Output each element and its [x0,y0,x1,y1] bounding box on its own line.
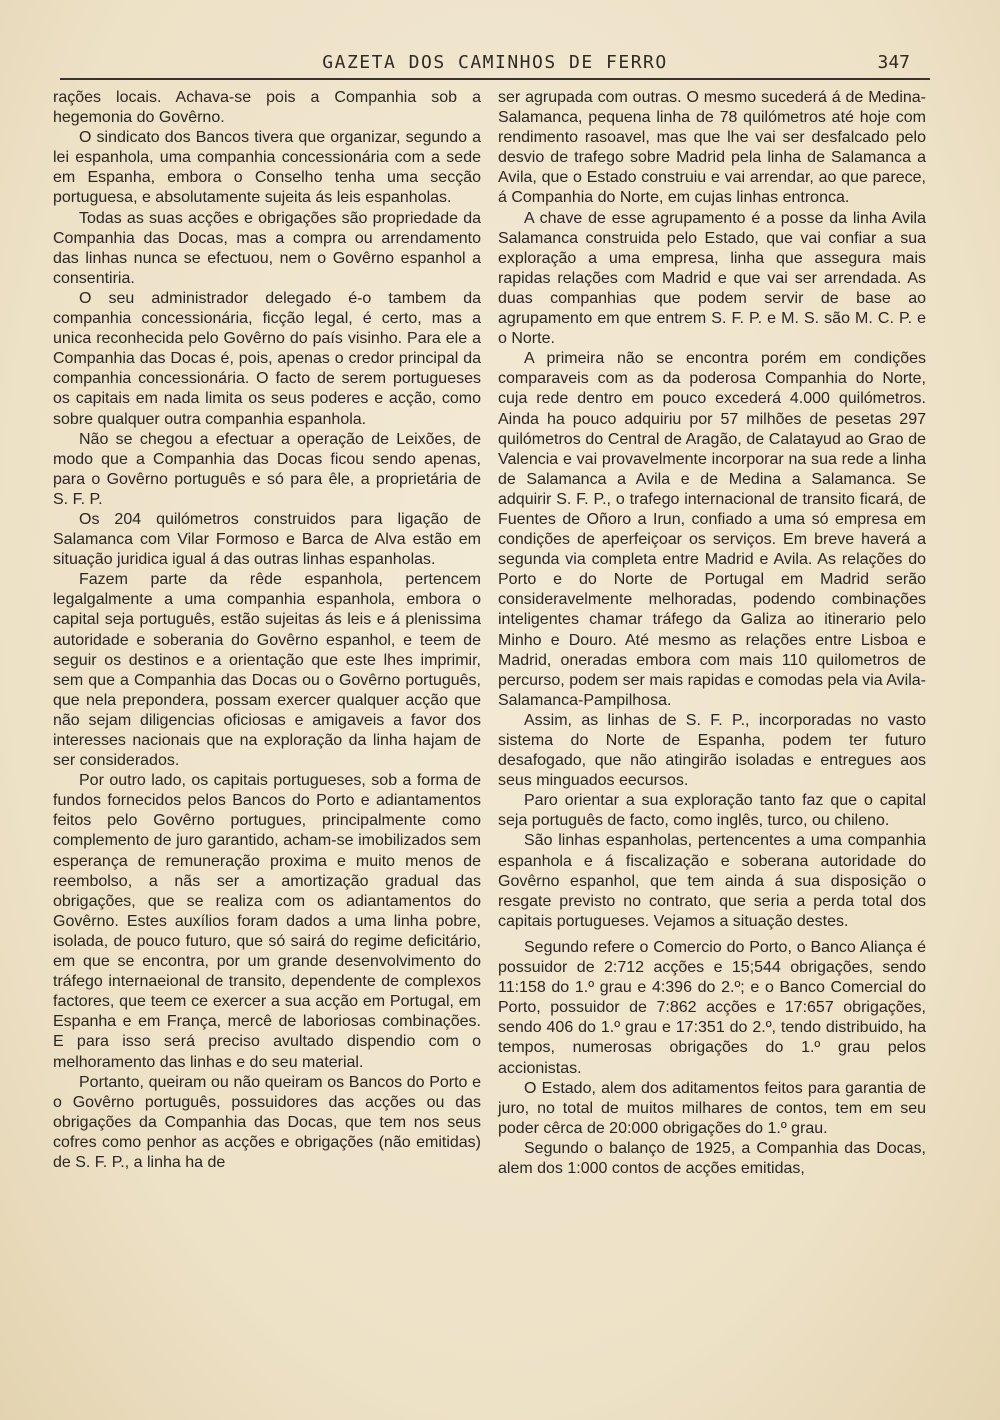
left-column [53,88,481,1173]
paragraph: Paro orientar a sua exploração tanto faz que o capital seja português de facto, como inglês, turco, ou chileno. [498,792,926,830]
paragraph: São linhas espanholas, pertencentes a uma companhia espanhola e á fiscalização e soberana autoridade do Govêrno espanhol, que tem ainda á sua disposição o resgate previsto no contrato, que seria a perda total dos capitais portugueses. Vejamos a situação destes. [498,832,926,930]
paragraph: Todas as suas acções e obrigações são propriedade da Companhia das Docas, mas a compra ou arrendamento das linhas nunca se efectuou, nem o Govêrno espanhol a consentiria. [53,209,481,287]
paragraph: A chave de esse agrupamento é a posse da linha Avila Salamanca construida pelo Estado, que vai confiar a sua exploração a uma empresa, linha que assegura mais rapidas relações com Madrid e que vai ser arrendada. As duas companhias que podem servir de base ao agrupamento em que entrem S. F. P. e M. S. são M. C. P. e o Norte. [498,209,926,348]
paragraph: A primeira não se encontra porém em condições comparaveis com as da poderosa Companhia do Norte, cuja rede dentro em pouco excederá 4.000 quilómetros. Ainda ha pouco adquiriu por 57 milhões de pesetas 297 quilómetros do Central de Aragão, de Calatayud ao Grao de Valencia e vai provavelmente incorporar na sua rede a linha de Salamanca a Avila e de Medina a Salamanca. Se adquirir S. F. P., o trafego internacional de transito ficará, de Fuentes de Oñoro a Irun, confiado a uma só empresa em condições de aperfeiçoar os serviços. Em breve haverá a segunda via completa entre Madrid e Avila. As relações do Porto e do Norte de Portugal em Madrid serão consideravelmente melhoradas, podendo combinações inteligentes chamar tráfego da Galiza ao itinerario pelo Minho e Douro. Até mesmo as relações entre Lisboa e Madrid, oneradas embora com mais 110 quilometros de percurso, podem ser mais rapidas e comodas pela via Avila-Salamanca-Pampilhosa. [498,350,926,709]
page-header [60,52,930,80]
paragraph: Assim, as linhas de S. F. P., incorporadas no vasto sistema do Norte de Espanha, podem ter futuro desafogado, que não atingirão isoladas e entregues aos seus minguados eecursos. [498,711,926,790]
paragraph: Segundo refere o Comercio do Porto, o Banco Aliança é possuidor de 2:712 acções e 15;544 obrigações, sendo 11:158 do 1.º grau e 4:396 do 2.º; e o Banco Comercial do Porto, possuidor de 7:862 acções e 17:657 obrigações, sendo 406 do 1.º grau e 17:351 do 2.º, tendo distribuido, ha tempos, numerosas obrigações do 1.º grau pelos accionistas. [498,938,926,1077]
paragraph: O seu administrador delegado é-o tambem da companhia concessionária, ficção legal, é certo, mas a unica reconhecida pelo Govêrno do país visinho. Para ele a Companhia das Docas é, pois, apenas o credor principal da companhia concessionária. O facto de serem portugueses os capitais em nada limita os seus poderes e acção, como sobre qualquer outra companhia espanhola. [53,289,481,428]
page-number: 347 [877,52,910,73]
publication-title: GAZETA DOS CAMINHOS DE FERRO [322,52,668,73]
paragraph: Fazem parte da rêde espanhola, pertencem legalgalmente a uma companhia espanhola, embora o capital seja português, estão sujeitas ás leis e á plenissima autoridade e soberania do Govêrno espanhol, e teem de seguir os destinos e a orientação que este lhes imprimir, sem que a Companhia das Docas ou o Govêrno português, que nela prepondera, possam exercer qualquer acção que não sejam diligencias oficiosas e amigaveis a favor dos interesses nacionais que na exploração da linha hajam de ser considerados. [53,571,481,770]
paragraph: Por outro lado, os capitais portugueses, sob a forma de fundos fornecidos pelos Bancos do Porto e adiantamentos feitos pelo Govêrno portugues, principalmente como complemento de juro garantido, acham-se imobilizados sem esperança de remuneração proxima e muito menos de reembolso, a nãs ser a amortização gradual das obrigações, que se realiza com os adiantamentos do Govêrno. Estes auxílios foram dados a uma linha pobre, isolada, de pouco futuro, que só sairá do regime deficitário, em que se encontra, por um grande desenvolvimento do tráfego internaeional de transito, dependente de complexos factores, que teem ce exercer a sua acção em Portugal, em Espanha e em França, mercê de laboriosas combinações. E para isso será preciso avultado dispendio com o melhoramento das linhas e do seu material. [53,772,481,1071]
paragraph: rações locais. Achava-se pois a Companhia sob a hegemonia do Govêrno. [53,89,481,127]
paragraph: ser agrupada com outras. O mesmo sucederá á de Medina-Salamanca, pequena linha de 78 quilómetros até hoje com rendimento rasoavel, mas que lhe vai ser desfalcado pelo desvio de trafego sobre Madrid pela linha de Salamanca a Avila, que o Estado construiu e vai arrendar, ao que parece, á Companhia do Norte, em cujas linhas entronca. [498,89,926,207]
paragraph: Segundo o balanço de 1925, a Companhia das Docas, alem dos 1:000 contos de acções emitidas, [498,1139,926,1177]
paragraph: O sindicato dos Bancos tivera que organizar, segundo a lei espanhola, uma companhia concessionária com a sede em Espanha, embora o Conselho tenha uma secção portuguesa, e absolutamente sujeita ás leis espanholas. [53,129,481,207]
paragraph: Não se chegou a efectuar a operação de Leixões, de modo que a Companhia das Docas ficou sendo apenas, para o Govêrno português e só para êle, a proprietária de S. F. P. [53,430,481,508]
paragraph: Os 204 quilómetros construidos para ligação de Salamanca com Vilar Formoso e Barca de Alva estão em situação juridica igual á das outras linhas espanholas. [53,510,481,569]
paragraph: Portanto, queiram ou não queiram os Bancos do Porto e o Govêrno português, possuidores das acções ou das obrigações da Companhia das Docas, que tem nos seus cofres como penhor as acções e obrigações (não emitidas) de S. F. P., a linha ha de [53,1073,481,1171]
paragraph: O Estado, alem dos aditamentos feitos para garantia de juro, no total de muitos milhares de contos, tem em seu poder cêrca de 20:000 obrigações do 1.º grau. [498,1079,926,1137]
right-column [498,88,926,1179]
